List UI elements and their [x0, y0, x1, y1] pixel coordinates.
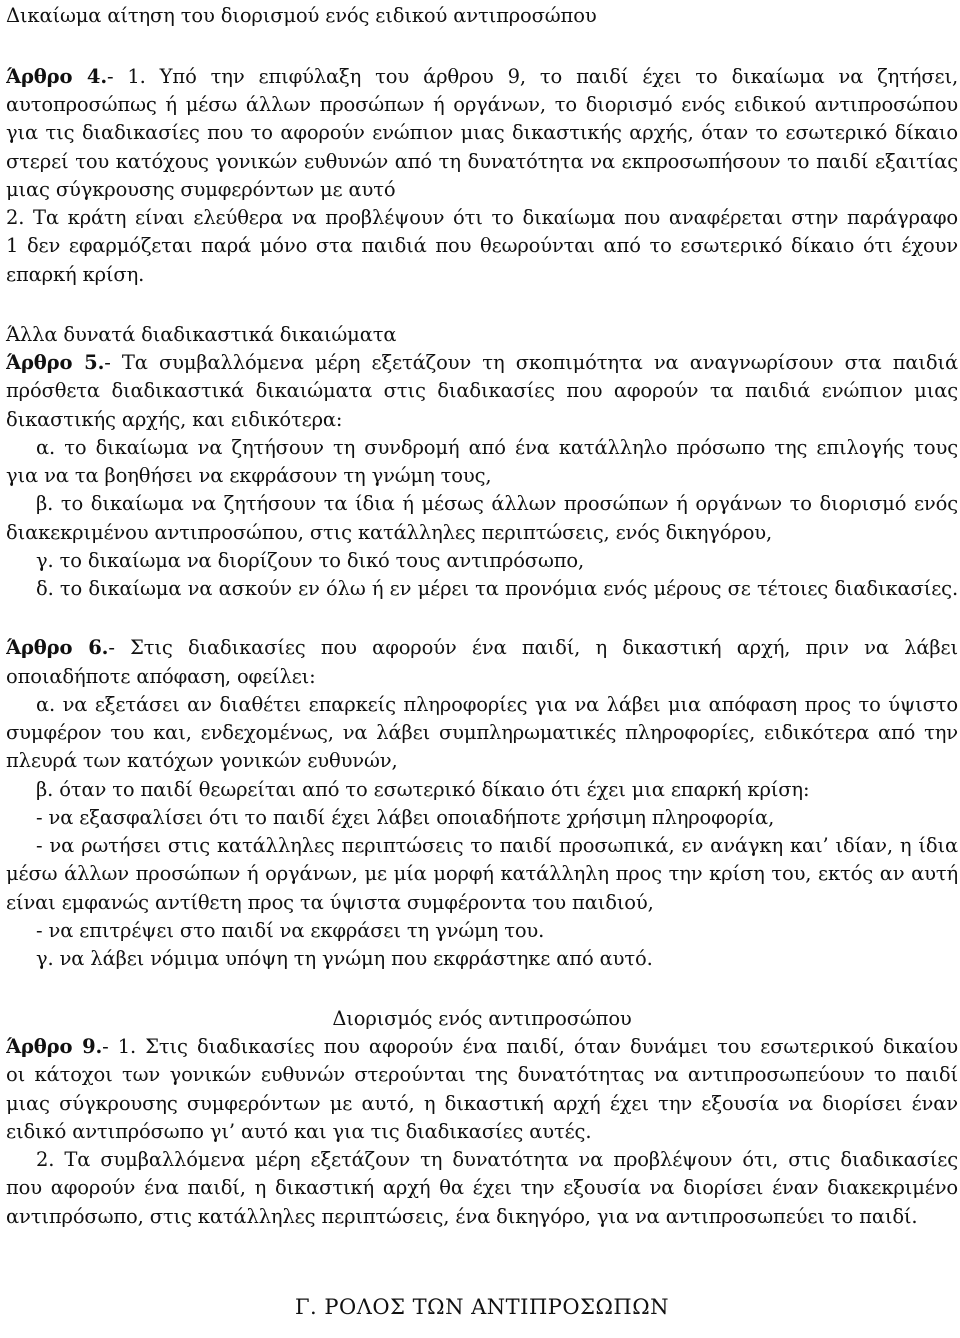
section-title-appointment-of-representative: Διορισμός ενός αντιπροσώπου: [332, 1007, 632, 1030]
article-9-paragraph-line: μιας σύγκρουσης συμφερόντων με αυτό, η δικαστική αρχή έχει την εξουσία να διορίσει έναν: [6, 1092, 958, 1115]
article-5-paragraph-line: πρόσθετα διαδικαστικά δικαιώματα στις διαδικασίες που αφορούν τα παιδιά ενώπιον μιας: [6, 379, 958, 402]
article-4-paragraph-line: 2. Τα κράτη είναι ελεύθερα να προβλέψουν ότι το δικαίωμα που αναφέρεται στην παράγραφο: [6, 206, 958, 229]
article-4-heading: Άρθρο 4.: [6, 65, 107, 88]
article-6-paragraph-line: είναι εμφανώς αντίθετη προς τα ύψιστα συμφέροντα του παιδιού,: [6, 891, 654, 914]
article-9-paragraph-line: οι κάτοχοι των γονικών ευθυνών στερούνται της δυνατότητας να αντιπροσωπεύουν το παιδί: [6, 1063, 958, 1086]
article-5-paragraph-line: δικαστικής αρχής, και ειδικότερα:: [6, 408, 343, 431]
article-5-list-item: δ. το δικαίωμα να ασκούν εν όλω ή εν μέρει τα προνόμια ενός μέρους σε τέτοιες διαδικασίες.: [36, 577, 958, 600]
article-4-paragraph-line: για τις διαδικασίες που το αφορούν ενώπιον μιας δικαστικής αρχής, όταν το εσωτερικό δίκαιο: [6, 121, 958, 144]
article-6-bullet-item: - να εξασφαλίσει ότι το παιδί έχει λάβει οποιαδήποτε χρήσιμη πληροφορία,: [36, 806, 775, 829]
article-9-heading: Άρθρο 9.: [6, 1035, 103, 1058]
article-5-paragraph-line: για να τα βοηθήσει να εκφράσουν τη γνώμη τους,: [6, 464, 492, 487]
article-4-paragraph-line: επαρκή κρίση.: [6, 263, 145, 286]
article-6-list-item: α. να εξετάσει αν διαθέτει επαρκείς πληροφορίες για να λάβει μια απόφαση προς το ύψιστο: [36, 693, 958, 716]
article-5-list-item: α. το δικαίωμα να ζητήσουν τη συνδρομή από ένα κατάλληλο πρόσωπο της επιλογής τους: [36, 436, 958, 459]
section-title-right-to-request-representative: Δικαίωμα αίτηση του διορισμού ενός ειδικού αντιπροσώπου: [6, 4, 597, 27]
article-6-paragraph-line: συμφέρον του και, ενδεχομένως, να λάβει συμπληρωματικές πληροφορίες, ειδικότερα από την: [6, 721, 958, 744]
article-6-paragraph-line: Άρθρο 6.- Στις διαδικασίες που αφορούν ένα παιδί, η δικαστική αρχή, πριν να λάβει: [6, 636, 958, 659]
article-5-heading: Άρθρο 5.: [6, 351, 105, 374]
article-4-paragraph-line: στερεί του κατόχους γονικών ευθυνών από τη δυνατότητα να εκπροσωπήσουν το παιδί εξαιτίας: [6, 150, 958, 173]
article-6-bullet-item: - να επιτρέψει στο παιδί να εκφράσει τη γνώμη του.: [36, 919, 545, 942]
article-4-paragraph-line: μιας σύγκρουσης συμφερόντων με αυτό: [6, 178, 396, 201]
section-title-other-procedural-rights: Άλλα δυνατά διαδικαστικά δικαιώματα: [6, 323, 397, 346]
article-9-paragraph-line: 2. Τα συμβαλλόμενα μέρη εξετάζουν τη δυνατότητα να προβλέψουν ότι, στις διαδικασίες: [36, 1148, 958, 1171]
article-5-paragraph-line: διακεκριμένου αντιπροσώπου, στις κατάλληλες περιπτώσεις, ενός δικηγόρου,: [6, 521, 773, 544]
article-9-paragraph-line: ειδικό αντιπρόσωπο γι’ αυτό και για τις διαδικασίες αυτές.: [6, 1120, 592, 1143]
article-9-paragraph-line: Άρθρο 9.- 1. Στις διαδικασίες που αφορούν ένα παιδί, όταν δυνάμει του εσωτερικού δικαίου: [6, 1035, 958, 1058]
chapter-heading-role-of-representatives: Γ. ΡΟΛΟΣ ΤΩΝ ΑΝΤΙΠΡΟΣΩΠΩΝ: [294, 1295, 669, 1319]
article-4-paragraph-line: 1 δεν εφαρμόζεται παρά μόνο στα παιδιά που θεωρούνται από το εσωτερικό δίκαιο ότι έχουν: [6, 234, 958, 257]
article-6-paragraph-line: μέσω άλλων προσώπων ή οργάνων, με μία μορφή κατάλληλη προς την κρίση του, εκτός αν αυτή: [6, 862, 958, 885]
article-4-paragraph-line: Άρθρο 4.- 1. Υπό την επιφύλαξη του άρθρου 9, το παιδί έχει το δικαίωμα να ζητήσει,: [6, 65, 958, 88]
article-5-list-item: β. το δικαίωμα να ζητήσουν τα ίδια ή μέσως άλλων προσώπων ή οργάνων το διορισμό ενός: [36, 492, 958, 515]
article-6-list-item: γ. να λάβει νόμιμα υπόψη τη γνώμη που εκφράστηκε από αυτό.: [36, 947, 653, 970]
article-9-paragraph-line: αντιπρόσωπο, στις κατάλληλες περιπτώσεις, ένα δικηγόρο, για να αντιπροσωπεύει το παιδί.: [6, 1205, 918, 1228]
article-4-paragraph-line: αυτοπροσώπως ή μέσω άλλων προσώπων ή οργάνων, το διορισμό ενός ειδικού αντιπροσώπου: [6, 93, 958, 116]
article-6-paragraph-line: πλευρά των κατόχων γονικών ευθυνών,: [6, 749, 398, 772]
article-6-paragraph-line: οποιαδήποτε απόφαση, οφείλει:: [6, 665, 316, 688]
article-9-paragraph-line: που αφορούν ένα παιδί, η δικαστική αρχή θα έχει την εξουσία να διορίσει έναν διακεκριμένο: [6, 1176, 958, 1199]
article-6-list-item: β. όταν το παιδί θεωρείται από το εσωτερικό δίκαιο ότι έχει μια επαρκή κρίση:: [36, 778, 810, 801]
article-5-list-item: γ. το δικαίωμα να διορίζουν το δικό τους αντιπρόσωπο,: [36, 549, 585, 572]
article-6-bullet-item: - να ρωτήσει στις κατάλληλες περιπτώσεις το παιδί προσωπικά, εν ανάγκη και’ ιδίαν, η ίδια: [36, 834, 958, 857]
article-5-paragraph-line: Άρθρο 5.- Τα συμβαλλόμενα μέρη εξετάζουν τη σκοπιμότητα να αναγνωρίσουν στα παιδιά: [6, 351, 958, 374]
article-6-heading: Άρθρο 6.: [6, 636, 109, 659]
